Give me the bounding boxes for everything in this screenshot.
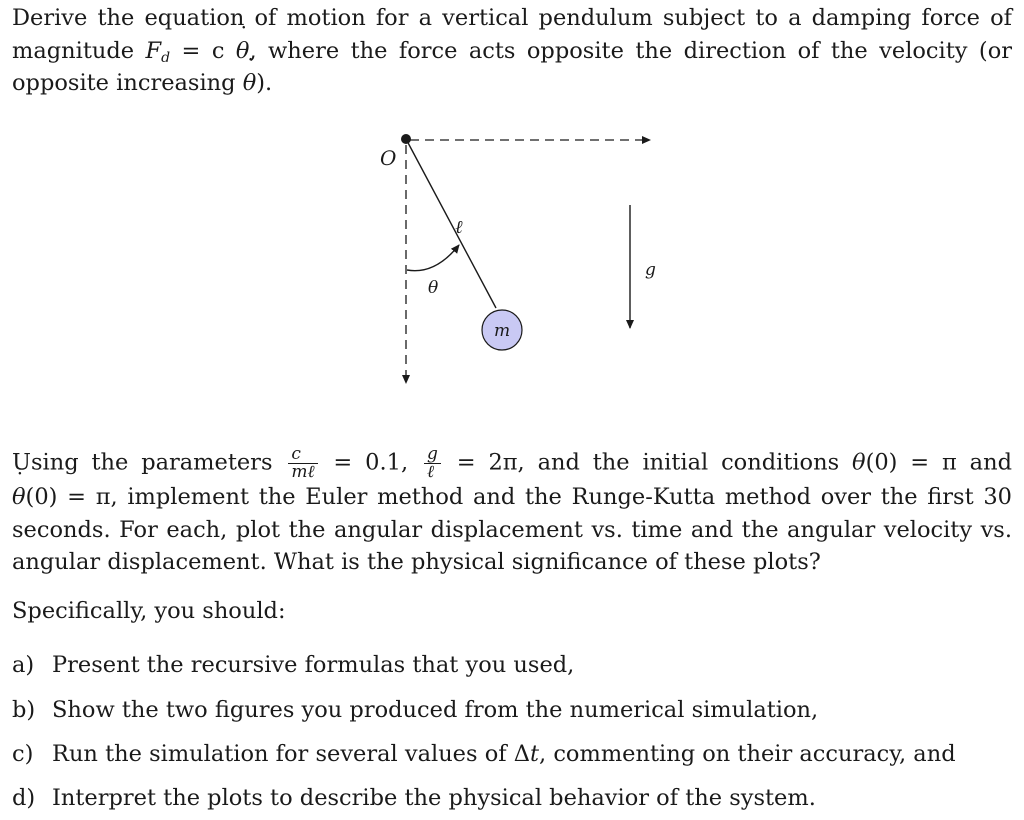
theta-dot: ˙ θ (12, 481, 26, 514)
fraction-numerator: g (424, 446, 441, 464)
list-item (12, 650, 574, 680)
pivot-label: O (380, 146, 397, 170)
problem-statement (12, 2, 1012, 100)
pendulum-rod (406, 139, 496, 308)
angle-label: θ (428, 278, 439, 298)
params-line-4: angular displacement. What is the physical significance of these plots? (12, 549, 821, 575)
pendulum-diagram (350, 125, 680, 395)
theta-symbol: θ (852, 449, 866, 476)
gravity-label: g (645, 260, 656, 280)
params-text: = 0.1, (320, 449, 421, 476)
list-item (12, 739, 956, 769)
intro-text: ). (256, 70, 273, 96)
intro-line-1: Derive the equation of motion for a vertical pendulum subject to a damping force of (12, 5, 1012, 31)
params-text: = 2π, and the initial conditions (443, 449, 853, 476)
fraction-numerator: c (288, 446, 317, 464)
params-text: Using the parameters (12, 449, 286, 476)
fraction-c-over-ml (288, 446, 317, 481)
intro-line-3 (12, 67, 1012, 100)
theta-dot: ˙ θ (236, 35, 250, 68)
list-item-label: d) (12, 785, 36, 811)
parameters-paragraph (12, 446, 1012, 579)
mass-label: m (493, 321, 511, 341)
angle-arc (407, 245, 459, 271)
list-item-text: , commenting on their accuracy, and (539, 741, 956, 767)
intro-text: opposite increasing (12, 70, 243, 96)
params-line-1 (12, 446, 1012, 481)
time-symbol: t (529, 741, 540, 767)
fraction-g-over-l (424, 446, 441, 481)
list-item-text: Show the two figures you produced from the numerical simulation, (52, 697, 819, 723)
params-text: (0) = π, implement the Euler method and the Runge-Kutta method over the first 30 (25, 484, 1012, 510)
intro-line-2 (12, 35, 1012, 68)
list-item-label: a) (12, 652, 35, 678)
theta-dot: ˙ θ (243, 67, 257, 100)
force-symbol: F (145, 37, 162, 64)
equation-mid: = c (170, 37, 225, 64)
list-item-label: b) (12, 697, 36, 723)
intro-text: magnitude (12, 37, 146, 64)
fraction-denominator: ℓ (426, 462, 435, 482)
params-line-2 (12, 481, 1012, 514)
list-item-text: Run the simulation for several values of (52, 741, 514, 767)
specifically-heading: Specifically, you should: (12, 598, 286, 624)
delta-symbol: Δ (513, 741, 530, 767)
list-item-text: Present the recursive formulas that you used, (52, 652, 575, 678)
pivot-point (401, 134, 411, 144)
length-label: ℓ (455, 217, 463, 238)
params-text: (0) = π and (865, 449, 1012, 476)
force-subscript: d (161, 49, 171, 66)
params-line-3: seconds. For each, plot the angular displacement vs. time and the angular velocity vs. (12, 516, 1012, 543)
intro-text: , where the force acts opposite the direction of the velocity (or (249, 37, 1012, 64)
list-item-text: Interpret the plots to describe the physical behavior of the system. (52, 785, 816, 811)
list-item-label: c) (12, 741, 34, 767)
fraction-denominator: mℓ (291, 462, 315, 482)
list-item (12, 695, 818, 725)
list-item (12, 783, 816, 813)
